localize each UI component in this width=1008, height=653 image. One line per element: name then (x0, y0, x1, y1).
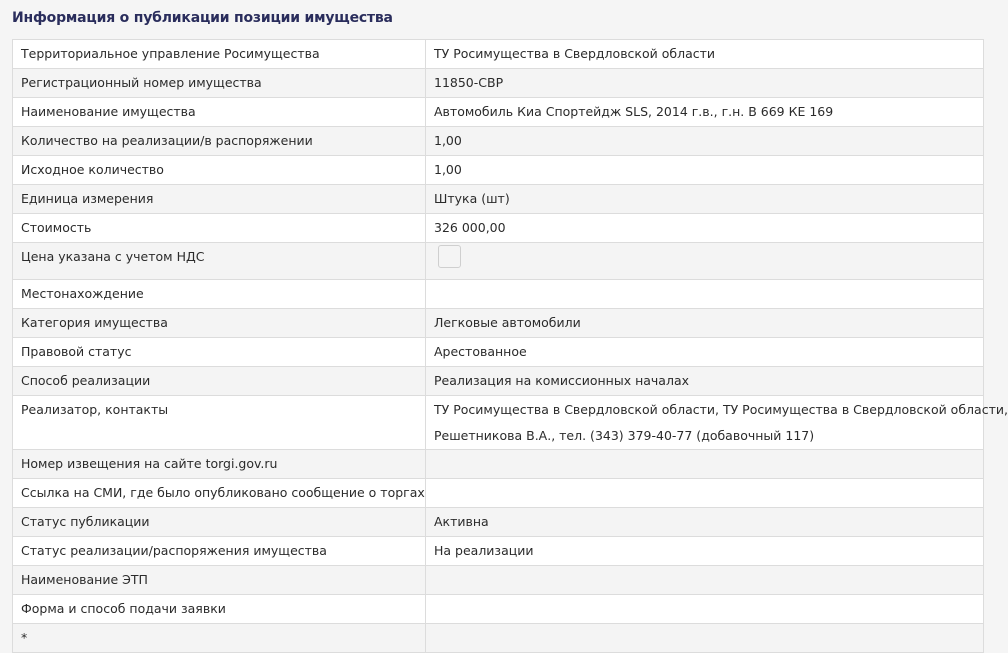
row-value: Реализация на комиссионных началах (426, 367, 984, 396)
table-row (13, 595, 984, 624)
row-label: Статус публикации (13, 508, 426, 537)
table-row (13, 450, 984, 479)
table-row (13, 367, 984, 396)
table-row (13, 338, 984, 367)
row-label: Правовой статус (13, 338, 426, 367)
row-value: 11850-СВР (426, 69, 984, 98)
row-value (426, 450, 984, 479)
row-label: * (13, 624, 426, 653)
row-value: Автомобиль Киа Спортейдж SLS, 2014 г.в., г.н. В 669 КЕ 169 (426, 98, 984, 127)
row-value: На реализации (426, 537, 984, 566)
row-value (426, 595, 984, 624)
table-row (13, 624, 984, 653)
row-label: Количество на реализации/в распоряжении (13, 127, 426, 156)
row-value (426, 624, 984, 653)
row-label: Номер извещения на сайте torgi.gov.ru (13, 450, 426, 479)
row-label: Местонахождение (13, 280, 426, 309)
row-value: Легковые автомобили (426, 309, 984, 338)
row-label: Наименование ЭТП (13, 566, 426, 595)
row-label: Наименование имущества (13, 98, 426, 127)
table-row (13, 214, 984, 243)
table-row (13, 537, 984, 566)
row-value: 326 000,00 (426, 214, 984, 243)
table-row (13, 185, 984, 214)
table-row (13, 566, 984, 595)
row-label: Стоимость (13, 214, 426, 243)
row-value (426, 396, 1008, 450)
property-info-table (12, 39, 1008, 653)
contacts-line: Решетникова В.А., тел. (343) 379-40-77 (добавочный 117) (434, 428, 815, 443)
table-row (13, 479, 984, 508)
row-label: Единица измерения (13, 185, 426, 214)
row-value: Штука (шт) (426, 185, 984, 214)
vat-included-checkbox[interactable] (438, 245, 461, 268)
row-label: Исходное количество (13, 156, 426, 185)
row-label: Способ реализации (13, 367, 426, 396)
row-value (426, 243, 984, 280)
row-value: ТУ Росимущества в Свердловской области (426, 40, 984, 69)
table-row (13, 98, 984, 127)
row-value (426, 280, 984, 309)
page-title: Информация о публикации позиции имущества (12, 10, 393, 26)
row-label: Территориальное управление Росимущества (13, 40, 426, 69)
table-row (13, 280, 984, 309)
row-value: Активна (426, 508, 984, 537)
table-row (13, 156, 984, 185)
row-value (426, 566, 984, 595)
row-label: Реализатор, контакты (13, 396, 426, 450)
row-value: 1,00 (426, 127, 984, 156)
row-value: 1,00 (426, 156, 984, 185)
row-value: Арестованное (426, 338, 984, 367)
row-label: Статус реализации/распоряжения имущества (13, 537, 426, 566)
table-row (13, 396, 984, 450)
table-row (13, 40, 984, 69)
row-label: Цена указана с учетом НДС (13, 243, 426, 280)
row-value (426, 479, 984, 508)
row-label: Ссылка на СМИ, где было опубликовано сообщение о торгах (13, 479, 426, 508)
table-row (13, 69, 984, 98)
row-label: Форма и способ подачи заявки (13, 595, 426, 624)
contacts-line: ТУ Росимущества в Свердловской области, ТУ Росимущества в Свердловской области, (434, 402, 1008, 417)
row-label: Категория имущества (13, 309, 426, 338)
table-row (13, 127, 984, 156)
table-row (13, 309, 984, 338)
table-row (13, 508, 984, 537)
row-label: Регистрационный номер имущества (13, 69, 426, 98)
table-row (13, 243, 984, 280)
